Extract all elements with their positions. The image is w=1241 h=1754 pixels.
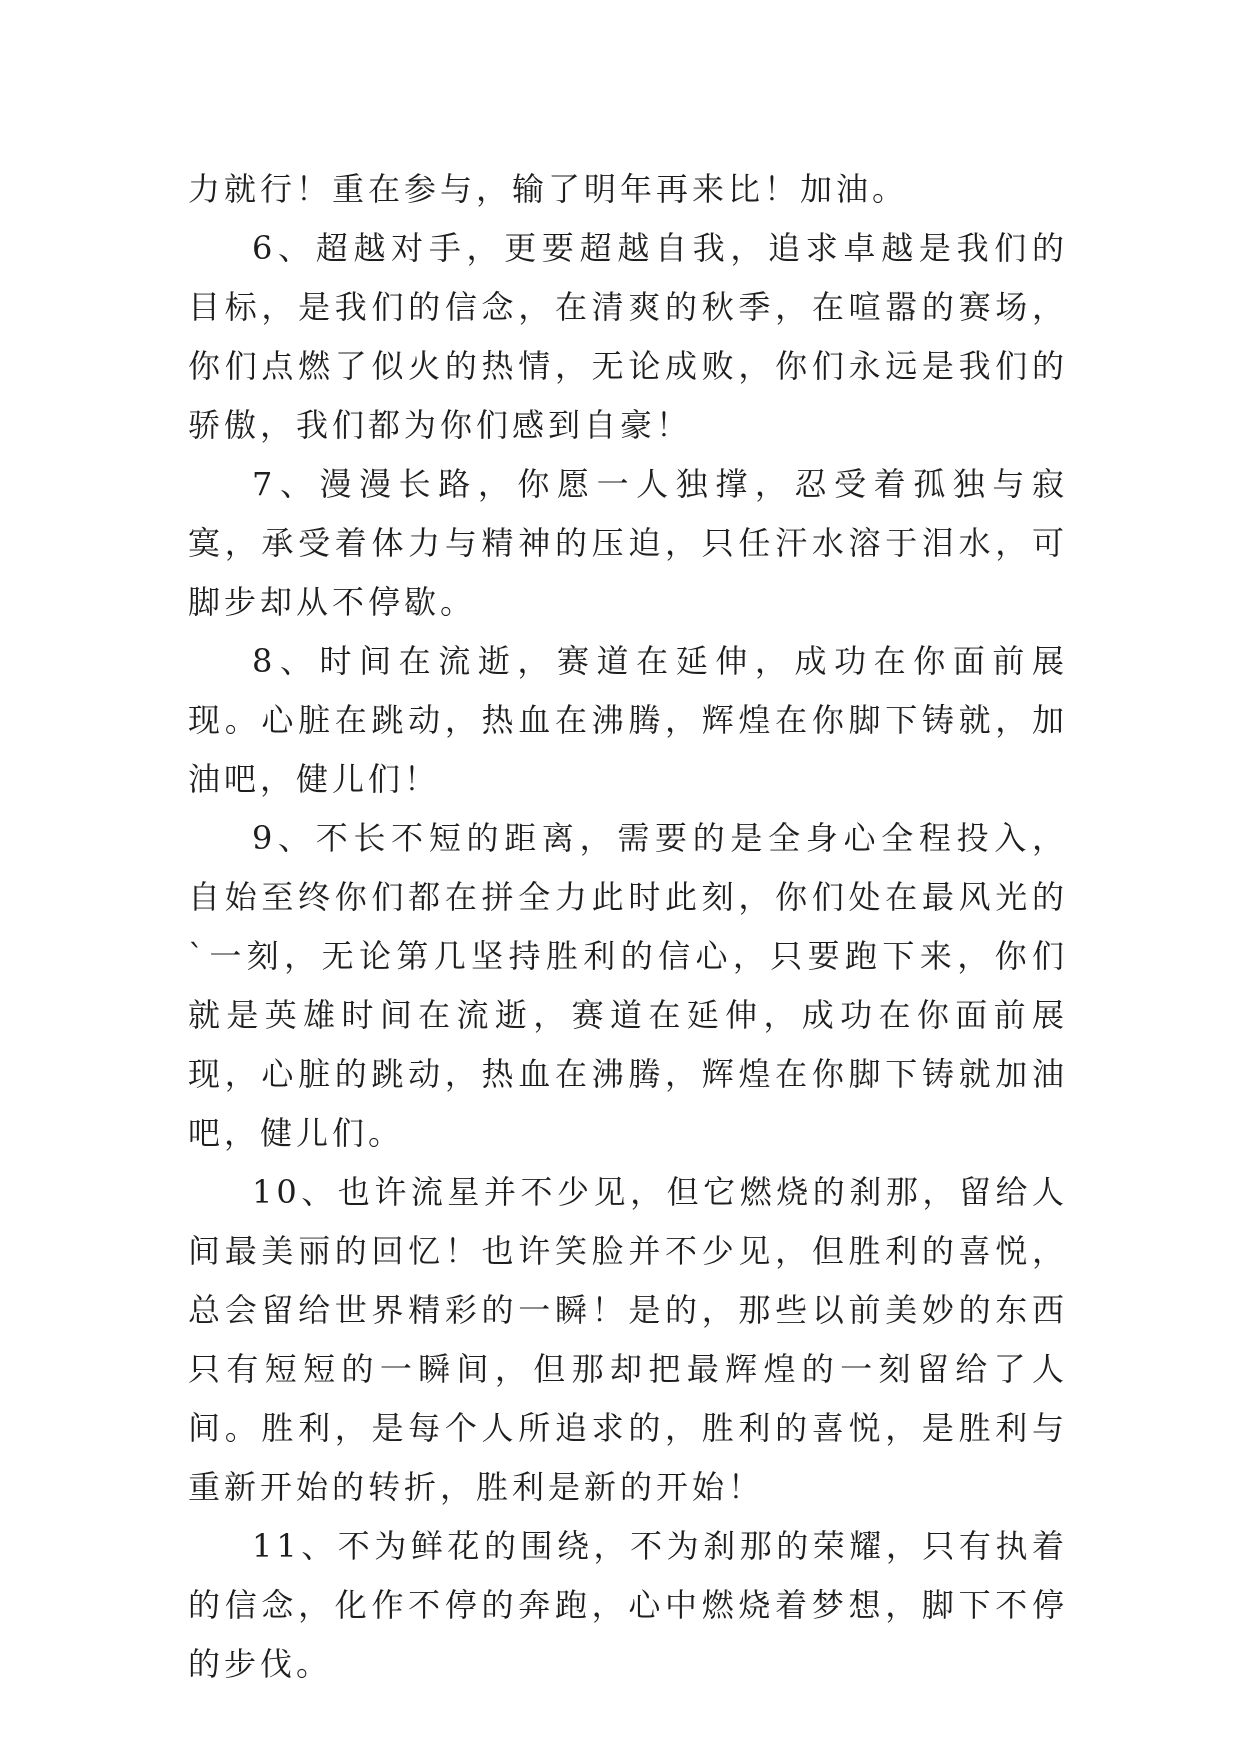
paragraph-item-7: 7、漫漫长路，你愿一人独撑，忍受着孤独与寂寞，承受着体力与精神的压迫，只任汗水溶于泪水，可脚步却从不停歇。 xyxy=(188,465,1068,621)
paragraph-item-10: 10、也许流星并不少见，但它燃烧的刹那，留给人间最美丽的回忆！也许笑脸并不少见，但胜利的喜悦，总会留给世界精彩的一瞬！是的，那些以前美妙的东西只有短短的一瞬间，但那却把最辉煌的一刻留给了人间。胜利，是每个人所追求的，胜利的喜悦，是胜利与重新开始的转折，胜利是新的开始！ xyxy=(188,1173,1068,1506)
paragraph-continuation: 力就行！重在参与，输了明年再来比！加油。 xyxy=(188,170,909,208)
paragraph-item-8: 8、时间在流逝，赛道在延伸，成功在你面前展现。心脏在跳动，热血在沸腾，辉煌在你脚下铸就，加油吧，健儿们！ xyxy=(188,642,1068,798)
paragraph-item-6: 6、超越对手，更要超越自我，追求卓越是我们的目标，是我们的信念，在清爽的秋季，在喧嚣的赛场，你们点燃了似火的热情，无论成败，你们永远是我们的骄傲，我们都为你们感到自豪！ xyxy=(188,229,1068,444)
paragraph-item-9: 9、不长不短的距离，需要的是全身心全程投入，自始至终你们都在拼全力此时此刻，你们处在最风光的`一刻，无论第几坚持胜利的信心，只要跑下来，你们就是英雄时间在流逝，赛道在延伸，成功在你面前展现，心脏的跳动，热血在沸腾，辉煌在你脚下铸就加油吧，健儿们。 xyxy=(188,819,1068,1152)
document-body xyxy=(188,160,1068,1694)
paragraph-item-11: 11、不为鲜花的围绕，不为刹那的荣耀，只有执着的信念，化作不停的奔跑，心中燃烧着梦想，脚下不停的步伐。 xyxy=(188,1527,1068,1683)
